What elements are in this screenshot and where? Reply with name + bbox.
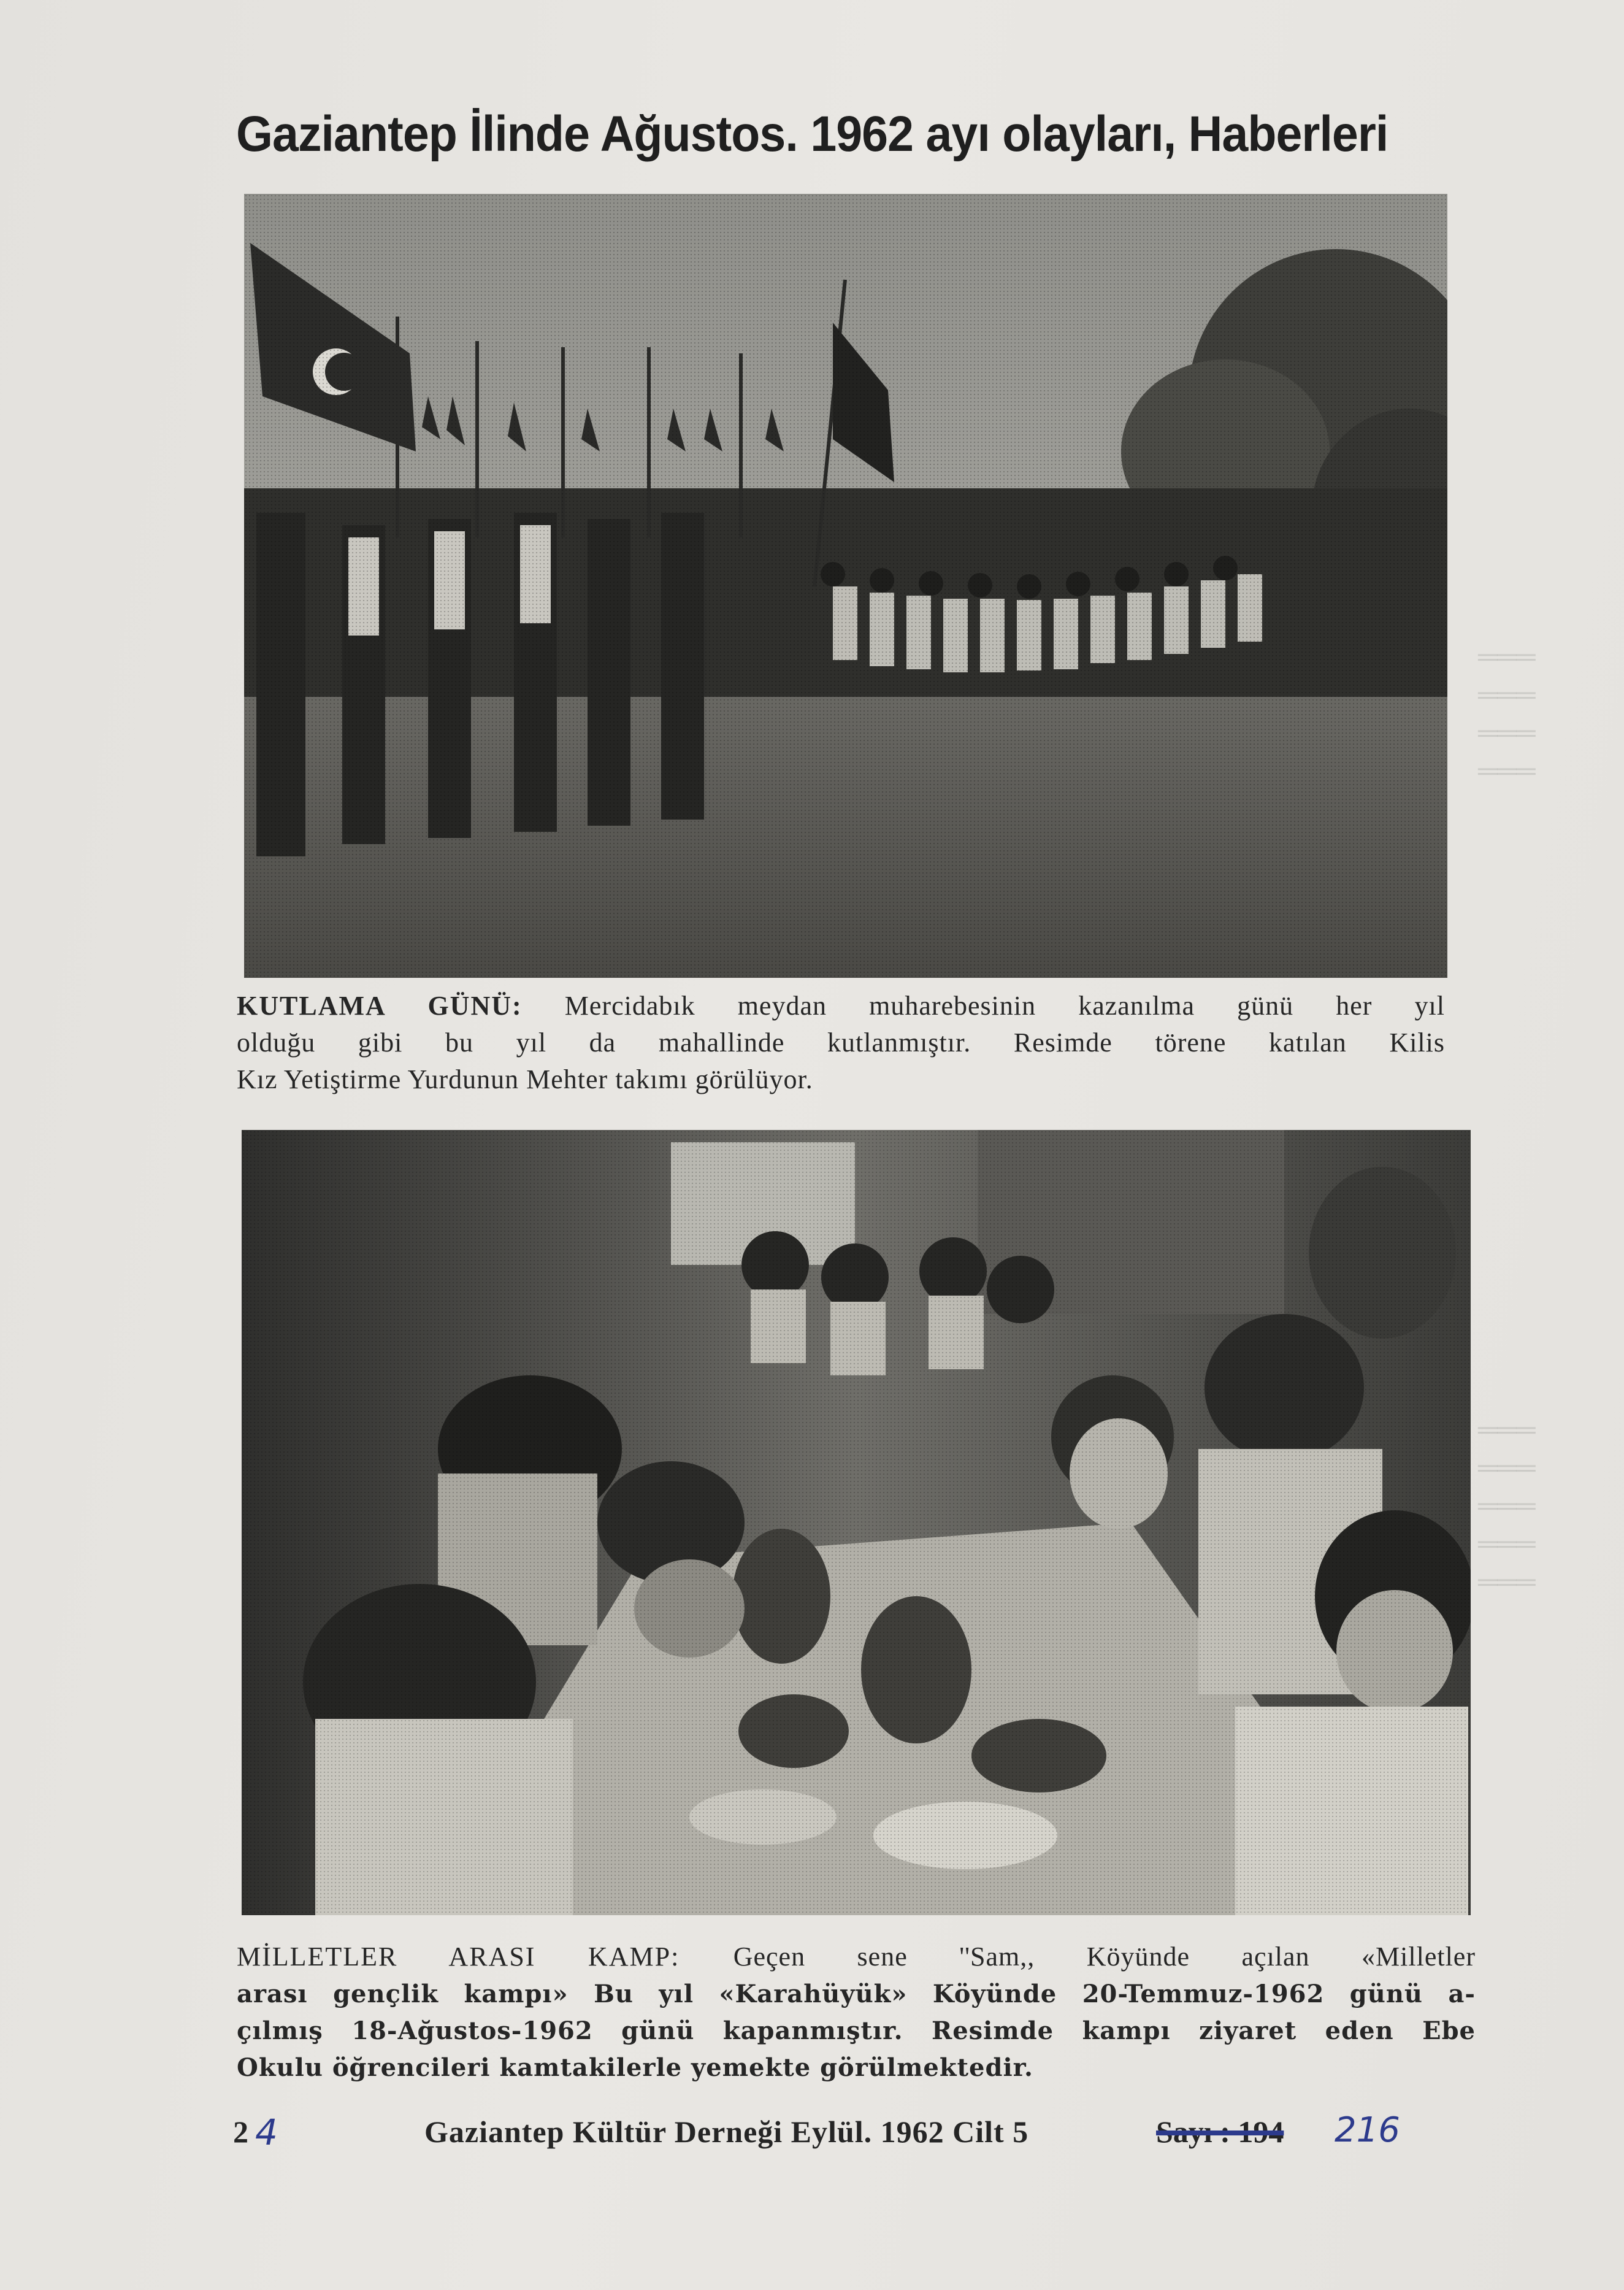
celebration-caption-line1: Mercidabık meydan muharebesinin kazanılma günü her yıl	[564, 991, 1445, 1021]
celebration-caption	[237, 988, 1445, 1098]
bleed-through-marks-3: ═══ ═══ ═══ ═══ ═══	[1478, 1415, 1536, 1597]
camp-caption	[237, 1938, 1476, 2086]
publication-line: Gaziantep Kültür Derneği Eylül. 1962 Cilt 5	[424, 2115, 1029, 2149]
bleed-through-marks-2: ═══ ═══ ═══ ═══	[1478, 642, 1536, 786]
page-number: 2	[233, 2115, 248, 2149]
camp-meal-photo-image	[242, 1130, 1471, 1915]
celebration-caption-line3: Kız Yetiştirme Yurdunun Mehter takımı görülüyor.	[237, 1064, 813, 1094]
celebration-photo	[244, 194, 1447, 978]
celebration-photo-image	[244, 194, 1447, 978]
camp-meal-photo	[242, 1130, 1471, 1915]
handwritten-page-number: 4	[255, 2111, 278, 2153]
celebration-caption-lead: KUTLAMA GÜNÜ:	[237, 991, 523, 1021]
page-title: Gaziantep İlinde Ağustos. 1962 ayı olayları, Haberleri	[236, 106, 1388, 162]
camp-caption-lead: MİLLETLER ARASI KAMP:	[237, 1942, 680, 1972]
page-footer	[233, 2110, 1460, 2163]
celebration-caption-line2: olduğu gibi bu yıl da mahallinde kutlanmıştır. Resimde törene katılan Kilis	[237, 1028, 1445, 1058]
handwritten-issue-number: 216	[1335, 2110, 1400, 2150]
camp-caption-line1: Geçen sene ''Sam,, Köyünde açılan «Milletler	[733, 1942, 1476, 1972]
struck-issue-number: Sayı : 194	[1156, 2115, 1284, 2149]
camp-caption-line3: çılmış 18-Ağustos-1962 günü kapanmıştır. Resimde kampı ziyaret eden Ebe	[237, 2016, 1476, 2045]
camp-caption-line2: arası gençlik kampı» Bu yıl «Karahüyük» Köyünde 20-Temmuz-1962 günü a-	[237, 1980, 1476, 2008]
camp-caption-line4: Okulu öğrencileri kamtakilerle yemekte görülmektedir.	[237, 2053, 1033, 2082]
